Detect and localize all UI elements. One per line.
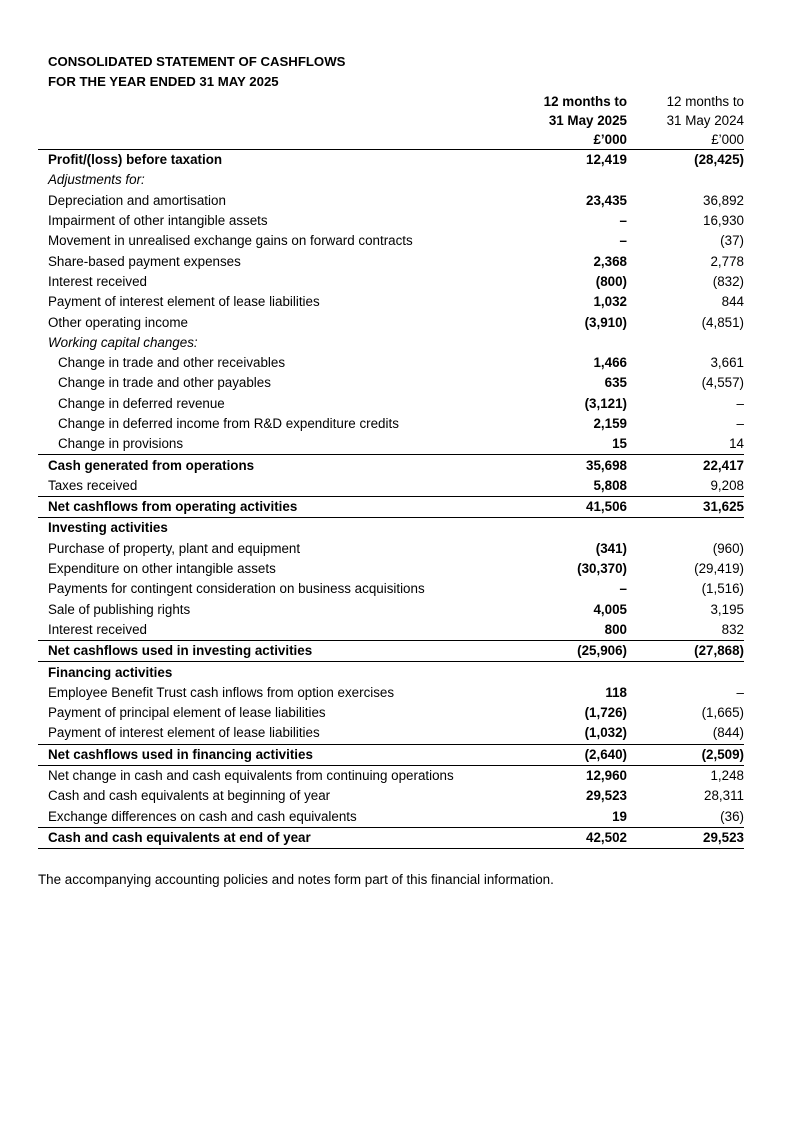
table-row	[38, 476, 744, 497]
row-label: Change in provisions	[38, 434, 508, 455]
current-year-value: (800)	[595, 273, 627, 289]
statement-title: CONSOLIDATED STATEMENT OF CASHFLOWS	[48, 54, 346, 69]
current-year-value: 23,435	[586, 192, 627, 208]
current-year-value: –	[619, 233, 627, 249]
table-row	[38, 211, 744, 231]
table-row	[38, 579, 744, 599]
table-row	[38, 827, 744, 848]
cashflow-statement	[38, 52, 744, 849]
prior-year-value	[627, 518, 744, 539]
prior-year-value: 28,311	[704, 788, 744, 804]
prior-year-value: (4,557)	[701, 375, 744, 391]
table-row	[38, 394, 744, 414]
prior-year-value	[627, 333, 744, 353]
row-label: Change in trade and other payables	[58, 375, 271, 391]
prior-year-value: –	[736, 684, 744, 700]
current-period-heading-1: 12 months to	[543, 94, 627, 109]
current-year-value: 15	[508, 434, 627, 455]
prior-year-value: –	[736, 395, 744, 411]
prior-year-value	[627, 662, 744, 683]
prior-year-value: 2,778	[710, 253, 744, 269]
prior-year-value: 16,930	[703, 213, 744, 229]
footnote: The accompanying accounting policies and notes form part of this financial information.	[38, 872, 554, 887]
row-label: Change in deferred income from R&D expenditure credits	[58, 416, 399, 431]
prior-year-value: 29,523	[627, 827, 744, 848]
table-row	[38, 191, 744, 211]
row-label: Interest received	[48, 273, 147, 289]
header-blank	[38, 130, 508, 150]
current-year-value: (30,370)	[577, 561, 627, 577]
row-label: Net cashflows used in financing activities	[38, 744, 508, 765]
table-row	[38, 641, 744, 662]
cashflow-table	[38, 92, 744, 849]
prior-year-value: 1,248	[710, 768, 744, 784]
current-year-value: 42,502	[508, 827, 627, 848]
row-label: Movement in unrealised exchange gains on forward contracts	[48, 233, 413, 249]
prior-year-value: (28,425)	[627, 150, 744, 171]
current-year-value: 635	[604, 375, 627, 391]
current-year-value: (3,121)	[584, 395, 627, 411]
table-row	[38, 231, 744, 251]
current-year-value: (341)	[595, 540, 627, 556]
current-year-value: 118	[605, 684, 627, 700]
current-year-value: 4,005	[593, 601, 627, 617]
current-year-value: 29,523	[586, 788, 627, 804]
row-label: Employee Benefit Trust cash inflows from option exercises	[48, 684, 395, 700]
row-label: Cash and cash equivalents at beginning of year	[48, 788, 331, 804]
table-row	[38, 497, 744, 518]
prior-year-value: 22,417	[703, 457, 744, 473]
current-period-heading-2: 31 May 2025	[548, 113, 627, 128]
header-blank	[38, 111, 508, 130]
prior-year-value: (832)	[712, 273, 744, 289]
table-row	[38, 539, 744, 559]
current-year-value: 800	[508, 620, 627, 641]
row-label: Net change in cash and cash equivalents from continuing operations	[48, 768, 454, 784]
row-label: Net cashflows from operating activities	[38, 497, 508, 518]
table-row	[38, 600, 744, 620]
row-label: Share-based payment expenses	[48, 253, 241, 269]
prior-year-value: (36)	[627, 807, 744, 828]
row-label: Exchange differences on cash and cash equivalents	[38, 807, 508, 828]
current-year-value: 35,698	[586, 457, 627, 473]
table-row	[38, 683, 744, 703]
row-label: Financing activities	[48, 664, 173, 680]
current-year-value: (2,640)	[508, 744, 627, 765]
prior-year-value: (27,868)	[627, 641, 744, 662]
current-year-value: –	[619, 581, 627, 597]
header-row	[38, 111, 744, 130]
prior-year-value: (1,665)	[701, 705, 744, 721]
row-label: Taxes received	[38, 476, 508, 497]
table-row	[38, 559, 744, 579]
prior-year-value	[627, 170, 744, 190]
current-year-value: (1,726)	[584, 705, 627, 721]
current-year-value: 12,419	[508, 150, 627, 171]
current-year-value	[508, 170, 627, 190]
row-label: Payments for contingent consideration on business acquisitions	[48, 581, 425, 597]
table-row	[38, 353, 744, 373]
current-year-value: 2,159	[593, 416, 627, 431]
table-row	[38, 765, 744, 786]
prior-year-value: 3,661	[710, 355, 744, 371]
row-label: Cash and cash equivalents at end of year	[38, 827, 508, 848]
row-label: Impairment of other intangible assets	[48, 213, 268, 229]
table-body	[38, 150, 744, 849]
header-blank	[38, 92, 508, 111]
row-label: Payment of interest element of lease liabilities	[48, 294, 320, 310]
prior-year-value: 3,195	[710, 601, 744, 617]
current-period-unit: £’000	[508, 130, 627, 150]
table-row	[38, 455, 744, 476]
current-year-value	[508, 333, 627, 353]
current-year-value: 41,506	[508, 497, 627, 518]
row-label: Net cashflows used in investing activities	[38, 641, 508, 662]
prior-period-unit: £’000	[627, 130, 744, 150]
table-row	[38, 272, 744, 292]
header-row	[38, 130, 744, 150]
prior-year-value: 36,892	[703, 192, 744, 208]
row-label: Other operating income	[48, 314, 188, 330]
prior-year-value: (2,509)	[627, 744, 744, 765]
table-row	[38, 744, 744, 765]
table-row	[38, 662, 744, 683]
current-year-value	[508, 662, 627, 683]
prior-year-value: –	[736, 416, 744, 431]
table-row	[38, 414, 744, 434]
current-year-value	[508, 518, 627, 539]
statement-period: FOR THE YEAR ENDED 31 MAY 2025	[48, 74, 279, 89]
table-row	[38, 292, 744, 312]
row-label: Sale of publishing rights	[48, 601, 191, 617]
prior-year-value: (844)	[627, 723, 744, 744]
table-row	[38, 703, 744, 723]
current-year-value: 2,368	[593, 253, 627, 269]
table-row	[38, 170, 744, 190]
prior-year-value: (37)	[720, 233, 744, 249]
table-row	[38, 518, 744, 539]
table-row	[38, 807, 744, 828]
table-row	[38, 150, 744, 171]
current-year-value: 19	[508, 807, 627, 828]
prior-year-value: (29,419)	[694, 561, 744, 577]
prior-year-value: (1,516)	[701, 581, 744, 597]
row-label: Working capital changes:	[48, 334, 198, 350]
prior-year-value: 844	[721, 294, 744, 310]
current-year-value: –	[619, 213, 627, 229]
row-label: Payment of interest element of lease liabilities	[38, 723, 508, 744]
prior-year-value: (960)	[712, 540, 744, 556]
prior-year-value: 832	[627, 620, 744, 641]
row-label: Change in deferred revenue	[58, 395, 225, 411]
row-label: Adjustments for:	[48, 172, 145, 188]
row-label: Purchase of property, plant and equipment	[48, 540, 301, 556]
table-row	[38, 333, 744, 353]
table-row	[38, 251, 744, 271]
prior-year-value: (4,851)	[701, 314, 744, 330]
current-year-value: 5,808	[508, 476, 627, 497]
current-year-value: 1,032	[593, 294, 627, 310]
row-label: Investing activities	[48, 520, 168, 536]
row-label: Payment of principal element of lease liabilities	[48, 705, 326, 721]
current-year-value: (25,906)	[508, 641, 627, 662]
current-year-value: 12,960	[586, 768, 627, 784]
table-row	[38, 620, 744, 641]
table-row	[38, 723, 744, 744]
table-row	[38, 312, 744, 332]
table-row	[38, 434, 744, 455]
table-row	[38, 373, 744, 393]
prior-year-value: 31,625	[627, 497, 744, 518]
prior-year-value: 14	[627, 434, 744, 455]
row-label: Profit/(loss) before taxation	[38, 150, 508, 171]
row-label: Expenditure on other intangible assets	[48, 561, 276, 577]
header-row	[38, 92, 744, 111]
row-label: Change in trade and other receivables	[58, 355, 286, 371]
current-year-value: 1,466	[593, 355, 627, 371]
prior-period-heading-1: 12 months to	[666, 94, 744, 109]
row-label: Depreciation and amortisation	[48, 192, 226, 208]
table-header	[38, 92, 744, 150]
table-row	[38, 786, 744, 806]
current-year-value: (3,910)	[584, 314, 627, 330]
prior-period-heading-2: 31 May 2024	[666, 113, 744, 128]
prior-year-value: 9,208	[627, 476, 744, 497]
row-label: Cash generated from operations	[48, 457, 255, 473]
current-year-value: (1,032)	[508, 723, 627, 744]
row-label: Interest received	[38, 620, 508, 641]
